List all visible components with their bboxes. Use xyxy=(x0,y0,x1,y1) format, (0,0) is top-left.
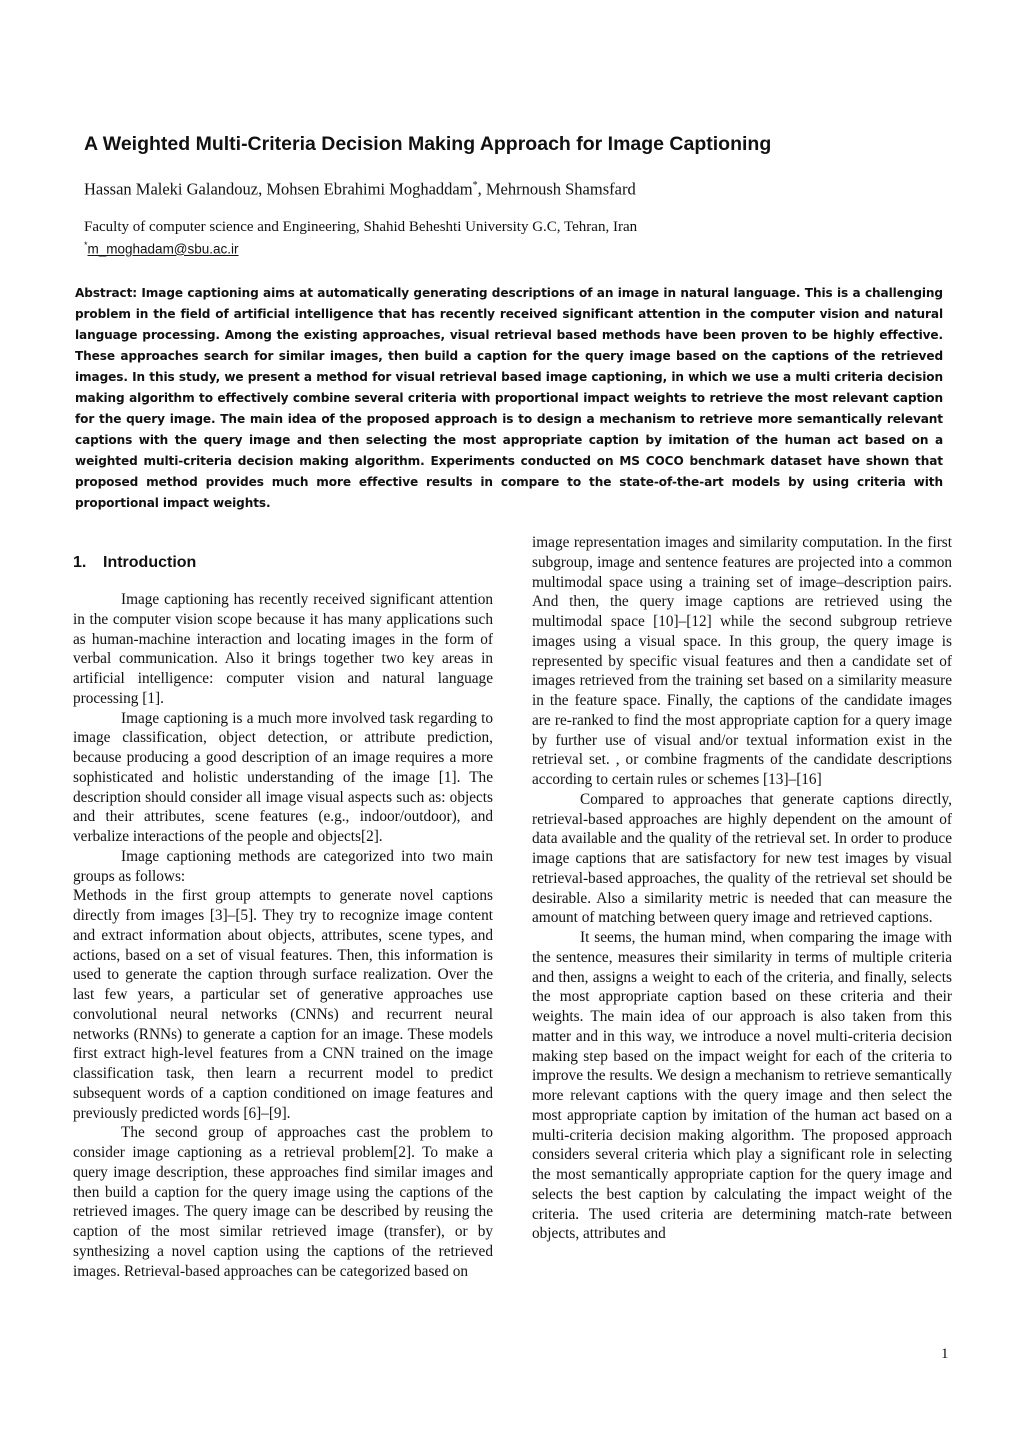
section-title: Introduction xyxy=(103,554,197,571)
body-paragraph: Methods in the first group attempts to generate novel captions directly from images [3]–[5]. They try to recognize image content and extract information about objects, attributes, scene types, and actions, based on a set of visual features. Then, this information is used to generate the caption through surface realization. Over the last few years, a particular set of generative approaches use convolutional neural networks (CNNs) and recurrent neural networks (RNNs) to generate a caption for an image. These models first extract high-level features from a CNN trained on the image classification task, then learn a recurrent model to predict subsequent words of a caption conditioned on image features and previously predicted words [6]–[9]. xyxy=(73,887,493,1122)
right-column xyxy=(532,533,952,1244)
body-paragraph: Compared to approaches that generate captions directly, retrieval-based approaches are highly dependent on the amount of data available and the quality of the retrieval set. In order to produce image captions that are satisfactory for new test images by visual retrieval-based approaches, the quality of the retrieval set should be desirable. Also a similarity metric is needed that can measure the amount of matching between query image and retrieved captions. xyxy=(532,790,952,927)
body-paragraph: Image captioning methods are categorized into two main groups as follows: xyxy=(73,847,493,885)
author-list xyxy=(84,175,964,201)
section-heading xyxy=(73,553,196,573)
contact-email-link[interactable]: m_moghadam@sbu.ac.ir xyxy=(87,241,239,257)
body-paragraph: image representation images and similarity computation. In the first subgroup, image and sentence features are projected into a common multimodal space using a training set of image–description pairs. And then, the query image captions are retrieved using the multimodal space [10]–[12] while the second subgroup retrieve images using a visual space. In this group, the query image is represented by specific visual features and then a candidate set of images retrieved from the training set based on a similarity measure in the feature space. Finally, the captions of the candidate images are re-ranked to find the most appropriate caption for a query image by further use of visual and/or textual information exist in the retrieval set. , or combine fragments of the candidate descriptions according to certain rules or schemes [13]–[16] xyxy=(532,534,952,788)
body-paragraph: The second group of approaches cast the problem to consider image captioning as a retrieval problem[2]. To make a query image description, these approaches find similar images and then build a caption for the query image using the captions of the retrieved images. The query image can be described by reusing the caption of the most similar retrieved image (transfer), or by synthesizing a novel caption using the captions of the retrieved images. Retrieval-based approaches can be categorized based on xyxy=(73,1124,493,1280)
affiliation: Faculty of computer science and Engineering, Shahid Beheshti University G.C, Tehran, Iran xyxy=(84,219,638,235)
body-paragraph: It seems, the human mind, when comparing the image with the sentence, measures their similarity in terms of multiple criteria and then, assigns a weight to each of the criteria, and finally, selects the most appropriate caption based on these criteria and their weights. The main idea of our approach is also taken from this matter and in this way, we introduce a novel multi-criteria decision making step based on the impact weight for each of the criteria to improve the results. We design a mechanism to retrieve semantically more relevant captions with the query image and then select the most appropriate caption by imitation of the human act based on a multi-criteria decision making algorithm. The proposed approach considers several criteria which play a significant role in selecting the most semantically appropriate caption for the query image and selects the best caption by calculating the impact weight of the criteria. The used criteria are determining match-rate between objects, attributes and xyxy=(532,929,952,1243)
body-paragraph: Image captioning is a much more involved task regarding to image classification, object detection, or attribute prediction, because producing a good description of an image requires a more sophisticated and holistic understanding of the image [1]. The description should consider all image visual aspects such as: objects and their attributes, scene features (e.g., indoor/outdoor), and verbalize interactions of the people and objects[2]. xyxy=(73,709,493,845)
author-names: Hassan Maleki Galandouz, Mohsen Ebrahimi Moghaddam xyxy=(84,179,473,199)
left-column xyxy=(73,590,493,1281)
email-marker: * xyxy=(84,240,88,250)
body-paragraph: Image captioning has recently received significant attention in the computer vision scope because it has many applications such as human-machine interaction and locating images in the form of verbal communication. Also it brings together two key areas in artificial intelligence: computer vision and natural language processing [1]. xyxy=(73,591,493,707)
contact-email-line xyxy=(84,236,239,259)
section-number: 1. xyxy=(73,554,87,571)
abstract: Abstract: Image captioning aims at automatically generating descriptions of an image in natural language. This is a challenging problem in the field of artificial intelligence that has recently received significant attention in the computer vision and natural language processing. Among the existing approaches, visual retrieval based methods have been proven to be highly effective. These approaches search for similar images, then build a caption for the query image based on the captions of the retrieved images. In this study, we present a method for visual retrieval based image captioning, in which we use a multi criteria decision making algorithm to effectively combine several criteria with proportional impact weights to retrieve the most relevant caption for the query image. The main idea of the proposed approach is to design a mechanism to retrieve more semantically relevant captions with the query image and then selecting the most appropriate caption by imitation of the human act based on a weighted multi-criteria decision making algorithm. Experiments conducted on MS COCO benchmark dataset have shown that proposed method provides much more effective results in compare to the state-of-the-art models by using criteria with proportional impact weights. xyxy=(75,286,943,510)
paper-title: A Weighted Multi-Criteria Decision Making Approach for Image Captioning xyxy=(84,133,772,155)
author-names-rest: , Mehrnoush Shamsfard xyxy=(477,179,636,199)
corresponding-author-marker: * xyxy=(472,180,478,191)
page-number: 1 xyxy=(941,1346,949,1362)
